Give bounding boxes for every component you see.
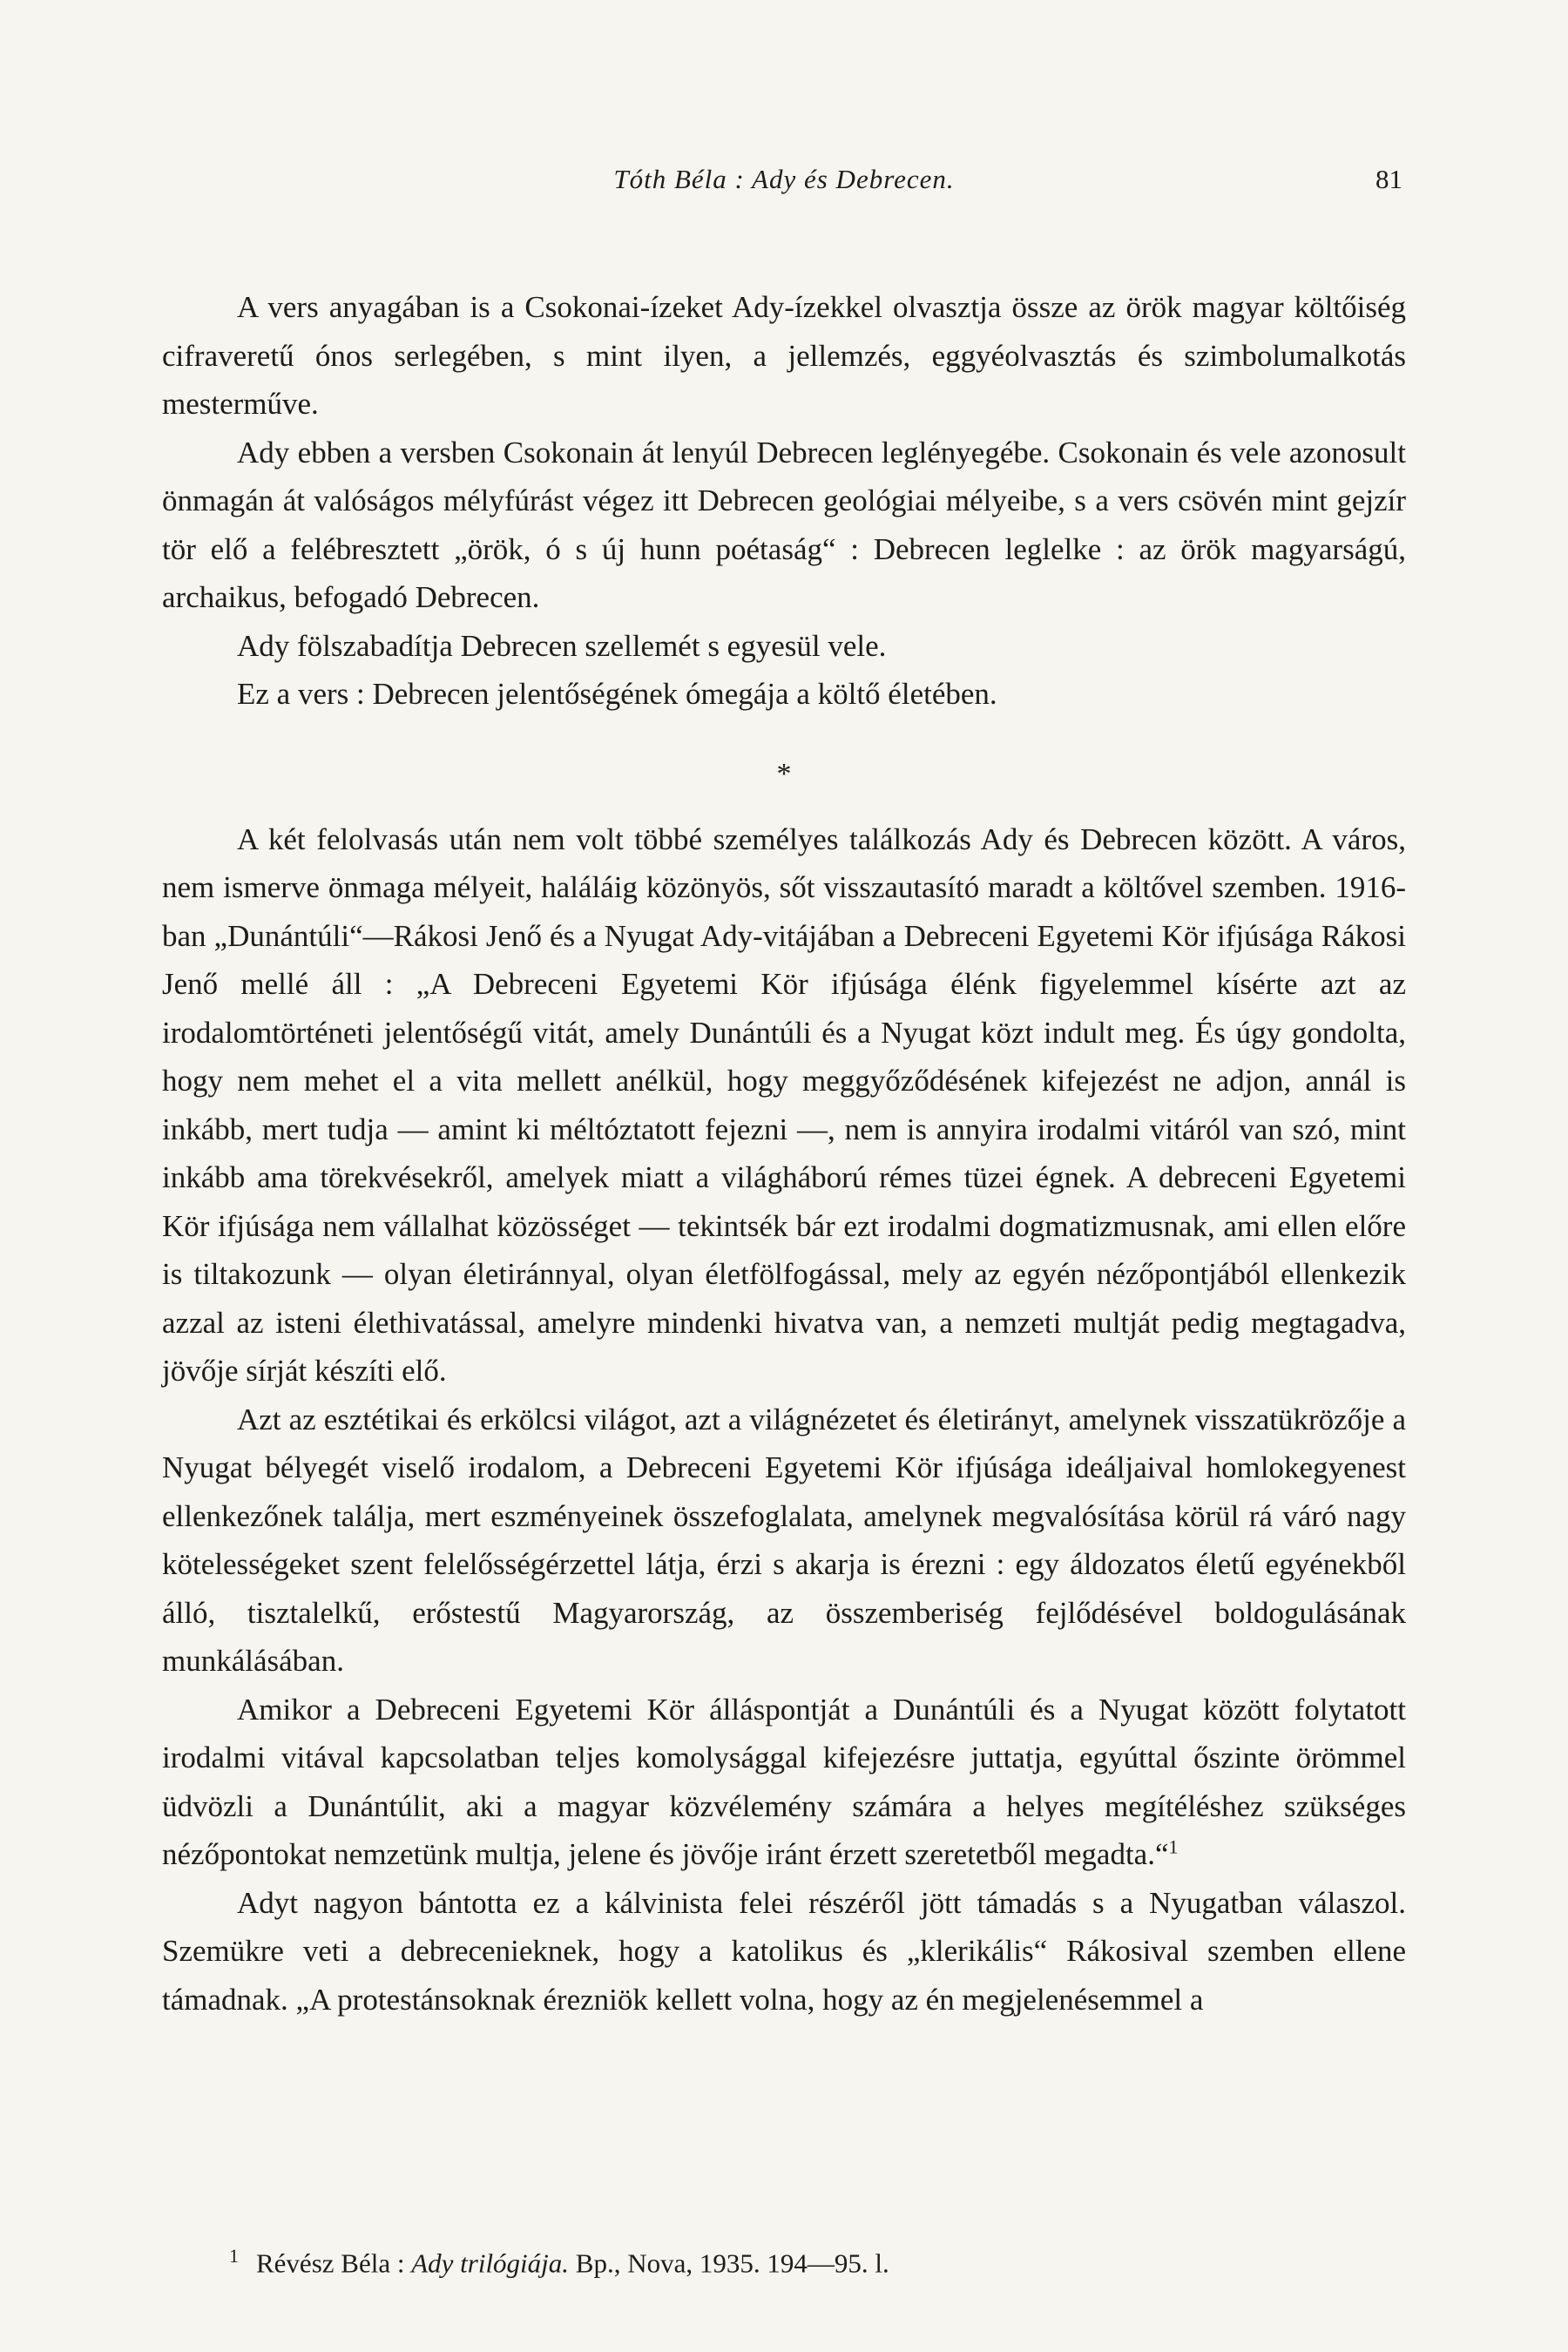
footnote-details: Bp., Nova, 1935. 194—95. l. <box>575 2247 889 2279</box>
paragraph: Ady ebben a versben Csokonain át lenyúl Debrecen leglényegébe. Csokonain és vele azonosult önmagán át valóságos mélyfúrást végez itt Debrecen geológiai mélyeibe, s a vers csövén mint gejzír tör elő a felébresztett „örök, ó s új hunn poétaság“ : Debrecen leglelke : az örök magyarságú, archaikus, befogadó Debrecen. <box>162 435 1406 614</box>
paragraph-text: Amikor a Debreceni Egyetemi Kör álláspontját a Dunántúli és a Nyugat között folytatott irodalmi vitával kapcsolatban teljes komolysággal kifejezésre juttatja, egyúttal őszinte örömmel üdvözli a Dunántúlit, aki a magyar közvélemény számára a helyes megítéléshez szükséges nézőpontokat nemzetünk multja, jelene és jövője iránt érzett szeretetből megadta.“ <box>162 1692 1406 1871</box>
page-number: 81 <box>1375 164 1402 194</box>
running-title: Tóth Béla : Ady és Debrecen. <box>613 164 955 194</box>
body-text <box>162 283 1406 2024</box>
paragraph: Adyt nagyon bántotta ez a kálvinista felei részéről jött támadás s a Nyugatban válaszol. Szemükre veti a debrecenieknek, hogy a katolikus és „klerikális“ Rákosival szemben ellene támadnak. „A protestánsoknak érezniök kellett volna, hogy az én megjelenésemmel a <box>162 1885 1406 2017</box>
paragraph: A vers anyagában is a Csokonai-ízeket Ady-ízekkel olvasztja össze az örök magyar költőiség cifraveretű ónos serlegében, s mint ilyen, a jellemzés, eggyéolvasztás és szimbolumalkotás mesterműve. <box>162 290 1406 421</box>
page-header <box>166 164 1402 207</box>
paragraph: Ez a vers : Debrecen jelentőségének ómegája a költő életében. <box>237 677 997 711</box>
paragraph: A két felolvasás után nem volt többé személyes találkozás Ady és Debrecen között. A város, nem ismerve önmaga mélyeit, haláláig közönyös, sőt visszautasító maradt a költővel szemben. 1916-ban „Dunántúli“—Rákosi Jenő és a Nyugat Ady-vitájában a Debreceni Egyetemi Kör ifjúsága Rákosi Jenő mellé áll : „A Debreceni Egyetemi Kör ifjúsága élénk figyelemmel kísérte azt az irodalomtörténeti jelentőségű vitát, amely Dunántúli és a Nyugat közt indult meg. És úgy gondolta, hogy nem mehet el a vita mellett anélkül, hogy meggyőződésének kifejezést ne adjon, annál is inkább, mert tudja — amint ki méltóztatott fejezni —, nem is annyira irodalmi vitáról van szó, mint inkább ama törekvésekről, amelyek miatt a világháború rémes tüzei égnek. A debreceni Egyetemi Kör ifjúsága nem vállalhat közösséget — tekintsék bár ezt irodalmi dogmatizmusnak, ami ellen előre is tiltakozunk — olyan életiránnyal, olyan életfölfogással, mely az egyén nézőpontjából ellenkezik azzal az isteni élethivatással, amelyre mindenki hivatva van, a nemzeti multját pedig megtagadva, jövője sírját készíti elő. <box>162 821 1406 1388</box>
paragraph <box>162 1686 1406 1879</box>
footnote-author: Révész Béla : <box>256 2247 405 2279</box>
paragraph: Azt az esztétikai és erkölcsi világot, azt a világnézetet és életirányt, amelynek visszatükrözője a Nyugat bélyegét viselő irodalom, a Debreceni Egyetemi Kör ifjúsága ideáljaival homlokegyenest ellenkezőnek találja, mert eszményeinek összefoglalata, amelynek megvalósítása körül rá váró nagy kötelességeket szent felelősségérzettel látja, érzi s akarja is érezni : egy áldozatos életű egyénekből álló, tisztalelkű, erőstestű Magyarország, az összemberiség fejlődésével boldogulásának munkálásában. <box>162 1402 1406 1678</box>
paragraph: Ady fölszabadítja Debrecen szellemét s egyesül vele. <box>237 628 887 663</box>
section-separator: * <box>776 757 792 790</box>
footnote-title: Ady trilógiája. <box>411 2247 570 2279</box>
footnote <box>229 2239 1362 2281</box>
footnote-reference: 1 <box>1168 1835 1179 1858</box>
footnote-number: 1 <box>229 2245 239 2267</box>
